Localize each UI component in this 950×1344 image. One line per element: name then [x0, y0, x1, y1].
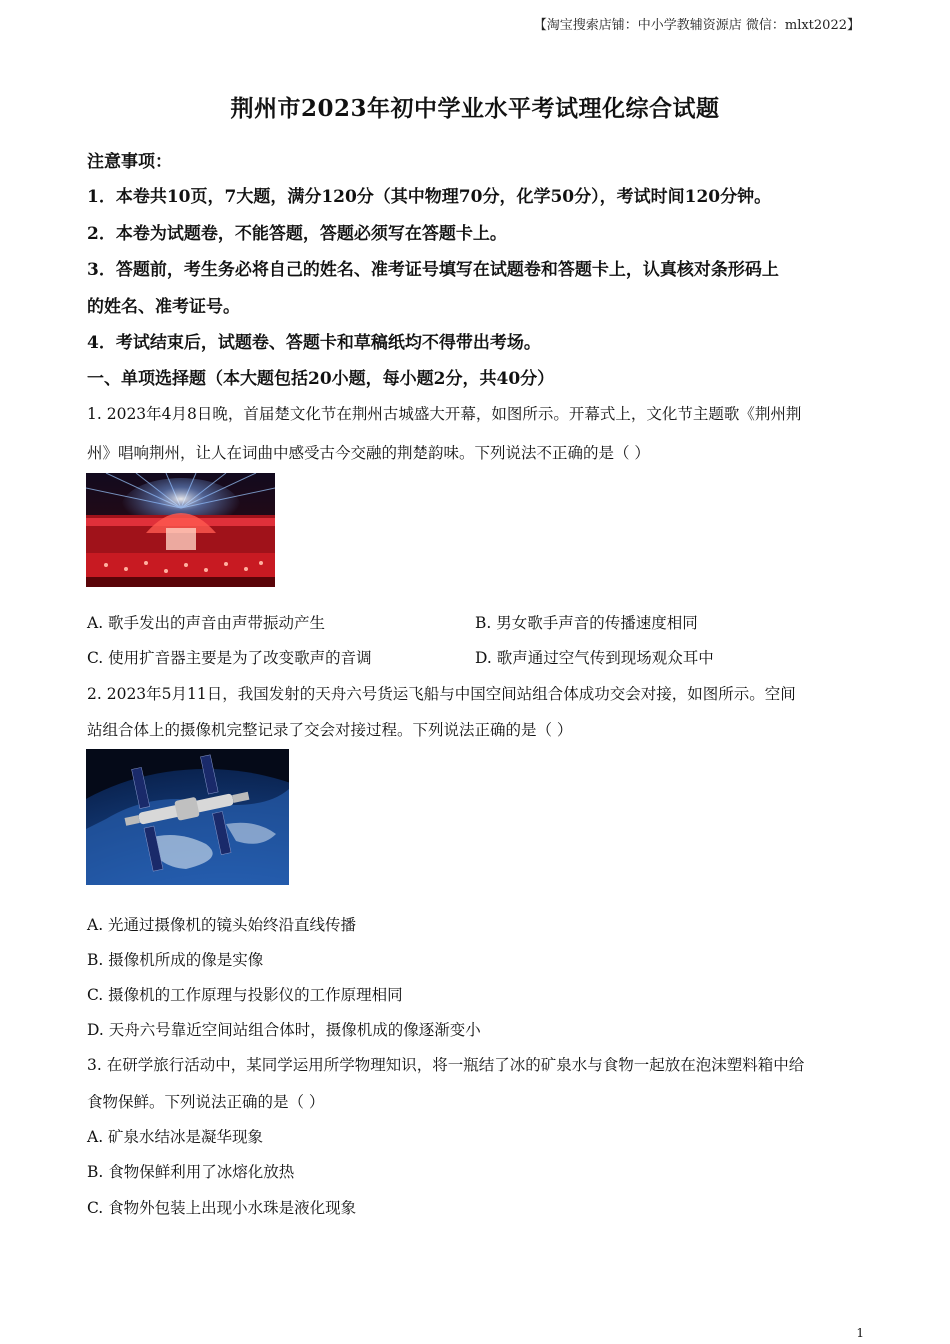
festival-stage-image [86, 473, 275, 587]
option-d: D. 歌声通过空气传到现场观众耳中 [475, 649, 714, 667]
option-a: A. 歌手发出的声音由声带振动产生 [87, 614, 326, 632]
option-d: D. 天舟六号靠近空间站组合体时，摄像机成的像逐渐变小 [87, 1021, 481, 1039]
page-number: 1 [856, 1326, 864, 1340]
note-item: 4．考试结束后，试题卷、答题卡和草稿纸均不得带出考场。 [87, 333, 541, 353]
question-3-stem: 食物保鲜。下列说法正确的是（ ） [87, 1093, 325, 1111]
note-item: 2．本卷为试题卷，不能答题，答题必须写在答题卡上。 [87, 224, 507, 244]
note-item: 1．本卷共10页，7大题，满分120分（其中物理70分，化学50分），考试时间120分钟。 [87, 187, 772, 207]
page-title: 荆州市2023年初中学业水平考试理化综合试题 [230, 95, 720, 122]
note-item: 3．答题前，考生务必将自己的姓名、准考证号填写在试题卷和答题卡上，认真核对条形码上 [87, 260, 779, 280]
header-note: 【淘宝搜索店铺：中小学教辅资源店 微信：mlxt2022】 [533, 18, 860, 33]
question-1-stem: 州》唱响荆州，让人在词曲中感受古今交融的荆楚韵味。下列说法不正确的是（ ） [87, 444, 650, 462]
option-b: B. 男女歌手声音的传播速度相同 [475, 614, 698, 632]
question-3-stem: 3. 在研学旅行活动中，某同学运用所学物理知识，将一瓶结了冰的矿泉水与食物一起放在泡沫塑料箱中给 [87, 1056, 805, 1074]
question-1-stem: 1. 2023年4月8日晚，首届楚文化节在荆州古城盛大开幕，如图所示。开幕式上，文化节主题歌《荆州荆 [87, 405, 802, 423]
notes-heading: 注意事项： [87, 152, 172, 172]
question-2-stem: 站组合体上的摄像机完整记录了交会对接过程。下列说法正确的是（ ） [87, 721, 573, 739]
section-heading: 一、单项选择题（本大题包括20小题，每小题2分，共40分） [87, 369, 555, 389]
option-a: A. 矿泉水结冰是凝华现象 [87, 1128, 264, 1146]
note-item: 的姓名、准考证号。 [87, 297, 240, 317]
option-a: A. 光通过摄像机的镜头始终沿直线传播 [87, 916, 357, 934]
option-c: C. 使用扩音器主要是为了改变歌声的音调 [87, 649, 372, 667]
option-c: C. 食物外包装上出现小水珠是液化现象 [87, 1199, 357, 1217]
question-2-stem: 2. 2023年5月11日，我国发射的天舟六号货运飞船与中国空间站组合体成功交会对接，如图所示。空间 [87, 685, 796, 703]
option-c: C. 摄像机的工作原理与投影仪的工作原理相同 [87, 986, 403, 1004]
space-station-image [86, 749, 289, 885]
option-b: B. 摄像机所成的像是实像 [87, 951, 264, 969]
option-b: B. 食物保鲜利用了冰熔化放热 [87, 1163, 295, 1181]
